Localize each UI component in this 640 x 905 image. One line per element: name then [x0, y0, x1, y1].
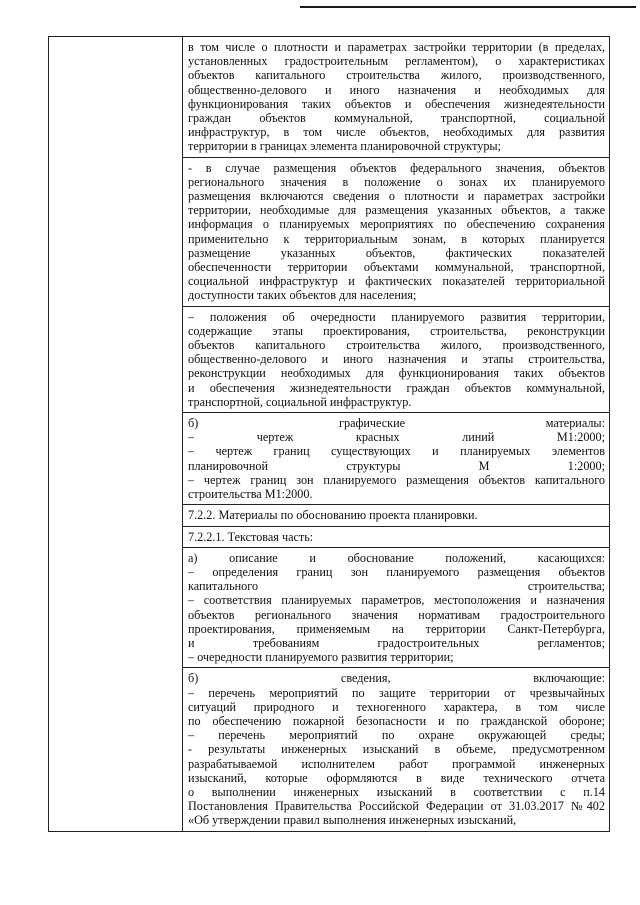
text-block: [183, 157, 609, 306]
text-line: - результаты инженерных изысканий в объеме, предусмотренном: [188, 742, 605, 757]
text-line: территории, необходимые для размещения указанных объектов, а также: [188, 203, 605, 218]
text-line: размещения включаются сведения о плотности и параметрах застройки: [188, 189, 605, 204]
text-line: и требованиям градостроительных регламентов;: [188, 635, 605, 650]
scan-top-rule: [300, 6, 636, 8]
text-line: установленных градостроительным регламентом), о характеристиках: [188, 54, 605, 69]
text-line: информация о планируемых мероприятиях по обеспечению сохранения: [188, 217, 605, 232]
text-line: размещение указанных объектов, фактических показателей: [188, 245, 605, 260]
right-column-cell: [183, 37, 610, 832]
text-line: объектов регионального значения нормативам градостроительного: [188, 607, 605, 622]
text-line: в том числе о плотности и параметрах застройки территории (в пределах,: [188, 40, 605, 54]
text-block: [183, 547, 609, 668]
text-line: проектирования, применяемым на территории Санкт-Петербурга,: [188, 621, 605, 636]
text-line: – чертеж красных линий М1:2000;: [188, 430, 605, 445]
text-line: а) описание и обоснование положений, касающихся:: [188, 550, 605, 565]
text-block: [183, 504, 609, 525]
text-line: б) сведения, включающие:: [188, 671, 605, 686]
text-line: содержащие этапы проектирования, строительства, реконструкции: [188, 323, 605, 338]
text-line: 7.2.2. Материалы по обоснованию проекта планировки.: [188, 508, 478, 523]
text-line: функционирования таких объектов и обеспечения жизнедеятельности: [188, 96, 605, 111]
text-line: б) графические материалы:: [188, 416, 605, 431]
text-line: объектов капитального строительства жилого, производственного,: [188, 338, 605, 353]
text-line: территории в границах элемента планировочной структуры;: [188, 139, 501, 154]
text-line: – чертеж границ зон планируемого размещения объектов капитального: [188, 472, 605, 487]
text-line: изысканий, которые оформляются в виде технического отчета: [188, 770, 605, 785]
text-blocks: [183, 37, 609, 831]
text-line: реконструкции необходимых для функционирования таких объектов: [188, 366, 605, 381]
text-line: доступности таких объектов для населения;: [188, 288, 417, 303]
text-line: 7.2.2.1. Текстовая часть:: [188, 529, 314, 544]
left-column-cell: [49, 37, 183, 832]
text-line: – чертеж границ существующих и планируемых элементов: [188, 444, 605, 459]
text-line: применительно к территориальным зонам, в которых планируется: [188, 231, 605, 246]
text-block: [183, 667, 609, 830]
text-line: социальной инфраструктур и фактических показателей территориальной: [188, 274, 605, 289]
text-line: регионального значения в положение о зонах их планируемого: [188, 174, 605, 189]
text-line: капитального строительства;: [188, 579, 605, 594]
text-line: – соответствия планируемых параметров, местоположения и назначения: [188, 593, 605, 608]
text-line: общественно-делового и иного назначения и этапы строительства,: [188, 352, 605, 367]
text-line: о выполнении инженерных изысканий в соответствии с п.14: [188, 784, 605, 799]
text-line: – перечень мероприятий по охране окружающей среды;: [188, 728, 605, 743]
text-line: – перечень мероприятий по защите территории от чрезвычайных: [188, 685, 605, 700]
table-row: [49, 37, 610, 832]
text-line: ситуаций природного и техногенного характера, в том числе: [188, 699, 605, 714]
specification-table: [48, 36, 610, 832]
text-line: общественно-делового и иного назначения и необходимых для: [188, 82, 605, 97]
text-line: граждан объектов коммунальной, транспортной, социальной: [188, 111, 605, 126]
text-line: инфраструктур, в том числе объектов, необходимых для развития: [188, 125, 605, 140]
text-line: – очередности планируемого развития территории;: [188, 650, 454, 665]
text-line: планировочной структуры М 1:2000;: [188, 458, 605, 473]
text-line: транспортной, социальной инфраструктур.: [188, 394, 412, 409]
text-line: разрабатываемой исполнителем работ программой инженерных: [188, 756, 605, 771]
text-line: объектов капитального строительства жилого, производственного,: [188, 68, 605, 83]
text-block: [183, 37, 609, 157]
text-line: - в случае размещения объектов федерального значения, объектов: [188, 160, 605, 175]
text-line: и обеспечения жизнедеятельности граждан объектов коммунальной,: [188, 380, 605, 395]
text-line: строительства М1:2000.: [188, 487, 313, 502]
text-line: Постановления Правительства Российской Федерации от 31.03.2017 №402: [188, 799, 605, 814]
text-line: – определения границ зон планируемого размещения объектов: [188, 564, 605, 579]
text-block: [183, 526, 609, 547]
text-line: обеспеченности территории объектами коммунальной, транспортной,: [188, 260, 605, 275]
text-line: по обеспечению пожарной безопасности и по гражданской обороне;: [188, 713, 605, 728]
text-block: [183, 412, 609, 504]
text-block: [183, 306, 609, 412]
text-line: – положения об очередности планируемого развития территории,: [188, 309, 605, 324]
text-line: «Об утверждении правил выполнения инженерных изысканий,: [188, 813, 517, 828]
